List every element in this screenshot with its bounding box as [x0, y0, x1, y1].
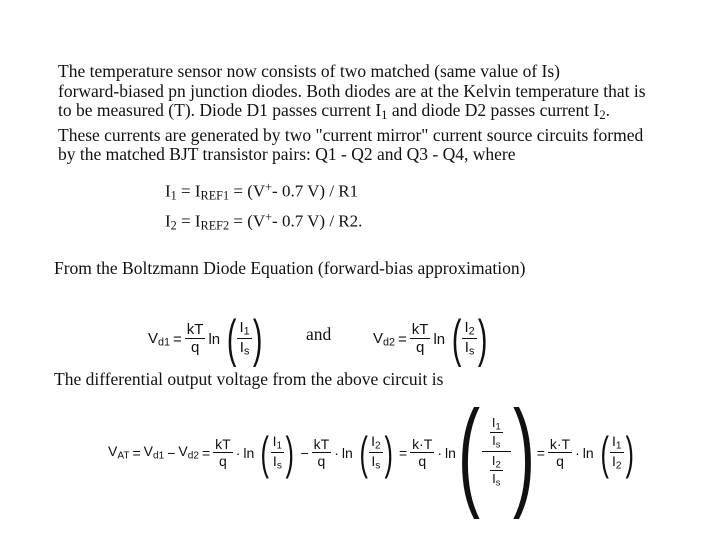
intro-line-2: forward-biased pn junction diodes. Both diodes are at the Kelvin temperature that is: [58, 80, 646, 101]
and-label: and: [306, 324, 332, 344]
equation-i2: $I_2 = I_{REF2} = (V^+-$ 0.7 V) / R2.: [165, 210, 363, 233]
intro-line-3: to be measured (T). Diode D1 passes current $I_1$ and diode D2 passes current $I_2$.: [58, 100, 611, 123]
intro-line-1: The temperature sensor now consists of two matched (same value of Is): [58, 61, 560, 81]
equation-i1: $I_1 = I_{REF1} = (V^+-$ 0.7 V) / R1: [165, 180, 359, 203]
intro-line-4: These currents are generated by two "current mirror" current source circuits formed: [58, 124, 644, 145]
equation-vd1: $V_{d1}$ = $\frac{kT}{q}$ ln ( $\frac{I_1}{I_s}$ ): [148, 310, 263, 368]
differential-heading: The differential output voltage from the above circuit is: [54, 369, 444, 389]
intro-paragraph: [58, 62, 646, 165]
equation-vat: $V_{AT}$ = $V_{d1}$ − $V_{d2}$ = $\frac{kT}{q}$ · ln ( $\frac{I_1}{I_s}$ ) − $\frac{kT}{q}$ · ln ( $\frac{I_2}{I_s}$ ) = $\frac{k\cdot T}{q}$ · ln ( $\frac{\frac{I_1}{I_s}}{\frac{I_2}{I_s}}$ ) = $\frac{k\cdot T}{q}$ · ln ( $\frac{I_1}{I_2}$ ): [108, 385, 634, 520]
intro-line-5: by the matched BJT transistor pairs: Q1 - Q2 and Q3 - Q4, where: [58, 144, 516, 165]
boltzmann-heading: From the Boltzmann Diode Equation (forward-bias approximation): [54, 258, 526, 278]
equation-vd2: $V_{d2}$ = $\frac{kT}{q}$ ln ( $\frac{I_2}{I_s}$ ): [373, 310, 488, 368]
